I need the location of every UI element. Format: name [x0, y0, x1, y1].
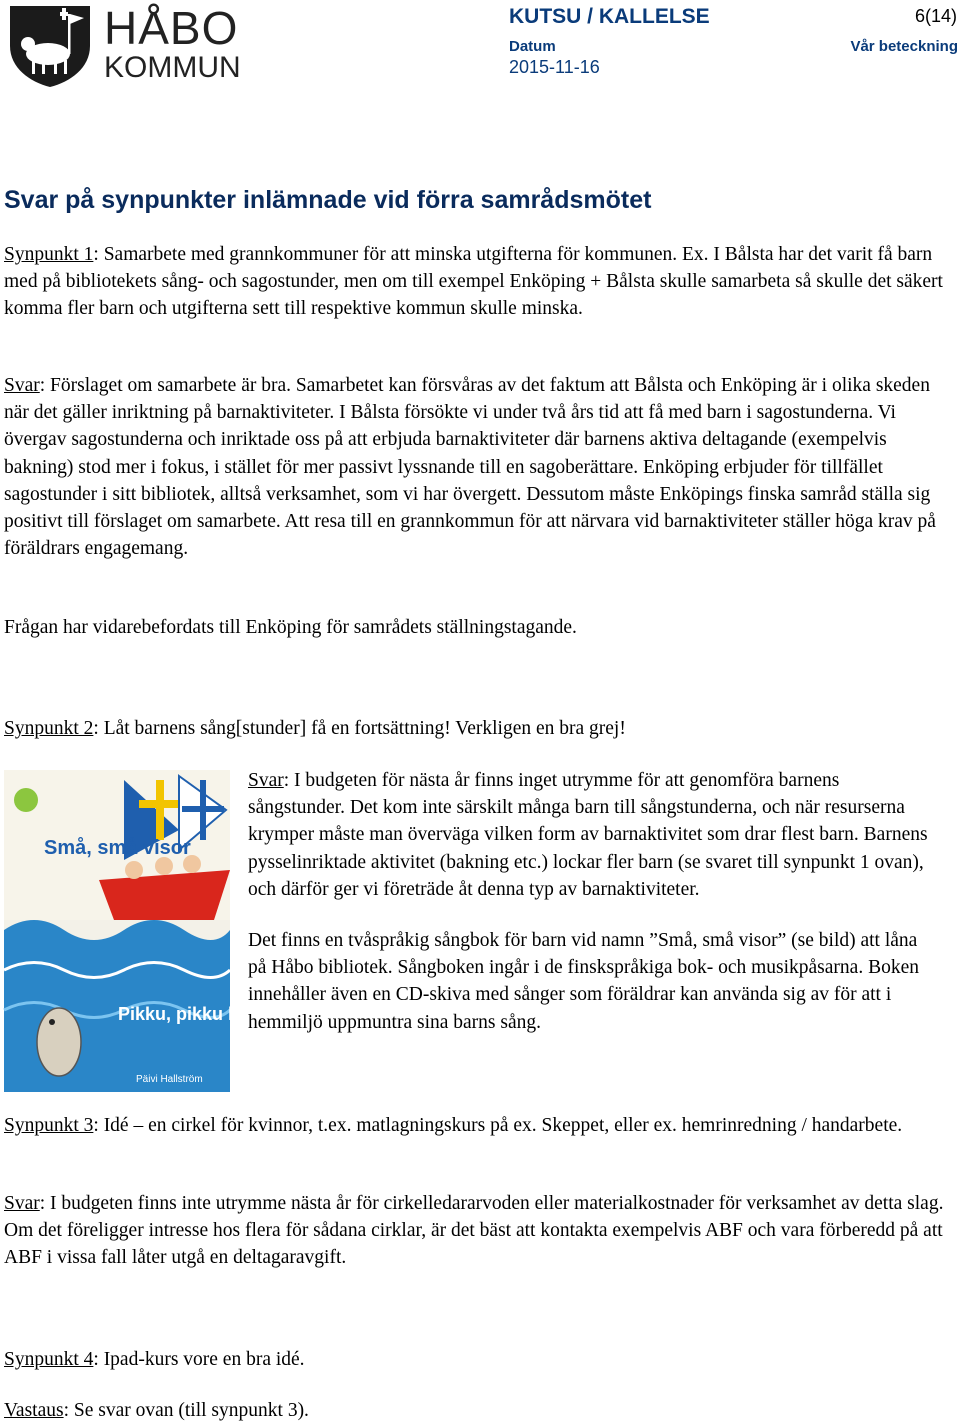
vastaus-4: Vastaus: Se svar ovan (till synpunkt 3). — [4, 1400, 309, 1421]
svar-2 — [248, 767, 938, 1036]
book-title-finnish: Pikku, pikku lauluja — [118, 1004, 286, 1024]
svar-3: Svar: I budgeten finns inte utrymme nästa år för cirkelledararvoden eller materialkostnader för verksamhet av detta slag. Om det föreligger intresse hos flera för sådana cirklar, är det bäst att kontakta exempelvis ABF och vara förberedd på att ABF i vissa fall låter utgå en deltagaravgift. — [4, 1193, 944, 1269]
synpunkt-4-label: Synpunkt 4 — [4, 1349, 94, 1370]
svar-3-text: I budgeten finns inte utrymme nästa år för cirkelledararvoden eller materialkostnader för verksamhet av detta slag. Om det föreligger intresse hos flera för sådana cirklar, är det bäst att kontakta exempelvis ABF och vara förberedd på att ABF i vissa fall låter utgå en deltagaravgift. — [4, 1193, 944, 1269]
svar-2-label: Svar — [248, 770, 284, 791]
reference-label: Vår beteckning — [850, 38, 958, 55]
book-title-swedish: Små, små visor — [44, 837, 191, 859]
vastaus-4-label: Vastaus — [4, 1400, 64, 1421]
synpunkt-4-text: Ipad-kurs vore en bra idé. — [98, 1349, 305, 1370]
svar-1-label: Svar — [4, 375, 40, 396]
svar-3-label: Svar — [4, 1193, 40, 1214]
svar-1-text: Förslaget om samarbete är bra. Samarbetet kan försvåras av det faktum att Bålsta och Enköping är i olika skeden när det gäller inriktning på barnaktiviteter. I Bålsta försökte vi under två års tid att få med barn i sagostunderna. Vi övergav sagostunderna och inriktade oss på att erbjuda barnaktiviteter där barnens aktiva deltagande (exempelvis bakning) stod mer i fokus, i stället för mer passivt lyssnande till en sagoberättare. Enköping erbjuder för tillfället sagostunder i sitt bibliotek, alltså verksamhet, som vi har övergett. Dessutom måste Enköpings finska samråd ställa sig positivt till förslaget om samarbete. Att resa till en grannkommun för att närvara vid barnaktiviteter ställer höga krav på föräldrars engagemang. — [4, 375, 936, 560]
page-heading: Svar på synpunkter inlämnade vid förra samrådsmötet — [4, 186, 652, 214]
svar-1: Svar: Förslaget om samarbete är bra. Samarbetet kan försvåras av det faktum att Bålsta och Enköping är i olika skeden när det gäller inriktning på barnaktiviteter. I Bålsta försökte vi under två års tid att få med barn i sagostunderna. Vi övergav sagostunderna och inriktade oss på att erbjuda barnaktiviteter där barnens aktiva deltagande (exempelvis bakning) stod mer i fokus, i stället för mer passivt lyssnande till en sagoberättare. Enköping erbjuder för tillfället sagostunder i sitt bibliotek, alltså verksamhet, som vi har övergett. Dessutom måste Enköpings finska samråd ställa sig positivt till förslaget om samarbete. Att resa till en grannkommun för att närvara vid barnaktiviteter ställer höga krav på föräldrars engagemang. — [4, 375, 936, 560]
synpunkt-1: Synpunkt 1: Samarbete med grannkommuner för att minska utgifterna för kommunen. Ex. I Bålsta har det varit få barn med på bibliotekets sång- och sagostunder, men om till exempel Enköping + Bålsta skulle samarbeta så skulle det säkert komma fler barn och utgifterna sett till respektive kommun skulle minska. — [4, 244, 943, 320]
book-author: Päivi Hallström — [136, 1074, 203, 1085]
synpunkt-1-label: Synpunkt 1 — [4, 244, 94, 265]
svar-2-text: I budgeten för nästa år finns inget utrymme för att genomföra barnens sångstunder. Det kom inte särskilt många barn till sångstunderna, och när resurserna krymper måste man överväga vilken form av barnaktivitet som drar flest barn. Barnens pysselinriktade aktivitet (bakning etc.) lockar fler barn (se svaret till synpunkt 1 ovan), och därför ger vi företräde åt denna typ av barnaktiviteter. — [248, 770, 928, 900]
habo-kommun-logo — [4, 2, 241, 90]
logo-name: HÅBO — [104, 2, 239, 54]
synpunkt-2: Synpunkt 2: Låt barnens sång[stunder] få en fortsättning! Verkligen en bra grej! — [4, 718, 626, 739]
logo-subtitle: KOMMUN — [104, 51, 241, 84]
synpunkt-1-text: Samarbete med grannkommuner för att minska utgifterna för kommunen. Ex. I Bålsta har det varit få barn med på bibliotekets sång- och sagostunder, men om till exempel Enköping + Bålsta skulle samarbeta så skulle det säkert komma fler barn och utgifterna sett till respektive kommun skulle minska. — [4, 244, 943, 320]
synpunkt-3: Synpunkt 3: Idé – en cirkel för kvinnor, t.ex. matlagningskurs på ex. Skeppet, eller ex. hemrinredning / handarbete. — [4, 1115, 903, 1136]
synpunkt-4: Synpunkt 4: Ipad-kurs vore en bra idé. — [4, 1349, 305, 1370]
date-value: 2015-11-16 — [509, 57, 600, 77]
svar-2-paragraph: Svar: I budgeten för nästa år finns inget utrymme för att genomföra barnens sångstunder. Det kom inte särskilt många barn till sångstunderna, och när resurserna krymper måste man överväga vilken form av barnaktivitet som drar flest barn. Barnens pysselinriktade aktivitet (bakning etc.) lockar fler barn (se svaret till synpunkt 1 ovan), och därför ger vi företräde åt denna typ av barnaktiviteter. — [248, 770, 928, 900]
lamb-crest-icon — [4, 2, 96, 88]
sun-icon — [14, 788, 38, 812]
vastaus-4-text: Se svar ovan (till synpunkt 3). — [69, 1400, 309, 1421]
songbook-info: Det finns en tvåspråkig sångbok för barn vid namn ”Små, små visor” (se bild) att låna på Håbo bibliotek. Sångboken ingår i de finskspråkiga bok- och musikpåsarna. Boken innehåller även en CD-skiva med sånger som föräldrar kan använda sig av för att i hemmiljö uppmuntra sina barns sång. — [248, 930, 919, 1033]
forwarded-note: Frågan har vidarebefordats till Enköping för samrådets ställningstagande. — [4, 617, 577, 638]
page-number: 6(14) — [914, 6, 957, 26]
document-type: KUTSU / KALLELSE — [509, 5, 710, 28]
synpunkt-3-label: Synpunkt 3 — [4, 1115, 94, 1136]
synpunkt-2-text: Låt barnens sång[stunder] få en fortsättning! Verkligen en bra grej! — [98, 718, 626, 739]
date-label: Datum — [509, 38, 556, 55]
synpunkt-2-label: Synpunkt 2 — [4, 718, 94, 739]
synpunkt-3-text: Idé – en cirkel för kvinnor, t.ex. matlagningskurs på ex. Skeppet, eller ex. hemrinredning / handarbete. — [98, 1115, 903, 1136]
